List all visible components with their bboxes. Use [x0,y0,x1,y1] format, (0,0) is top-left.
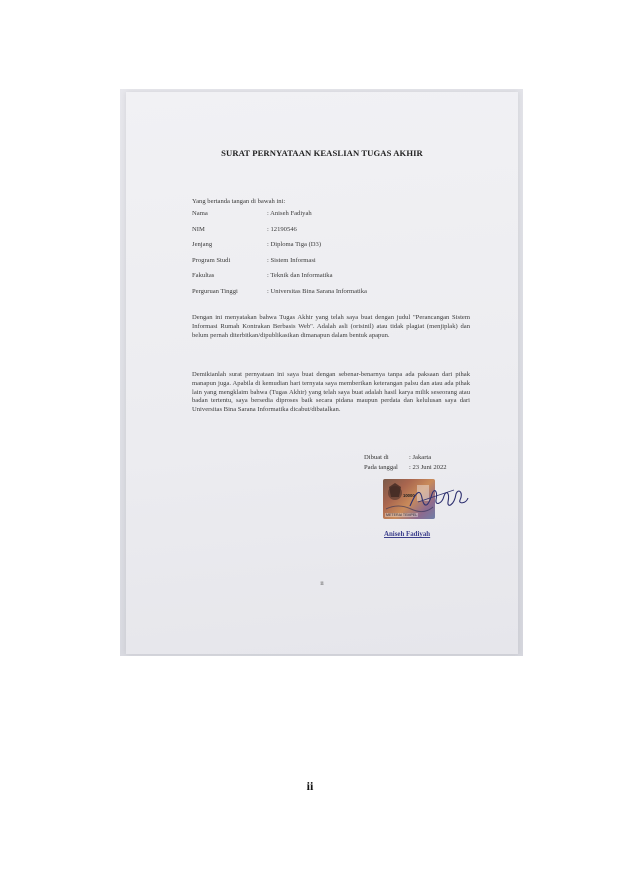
page-number: ii [306,779,314,793]
date-label: Pada tanggal [364,464,398,471]
field-value: : Teknik dan Informatika [267,272,333,279]
handwritten-signature [408,482,470,514]
field-label: Jenjang [192,241,213,248]
paper-sheet [126,92,518,654]
field-label: Fakultas [192,272,215,279]
field-value: : Diploma Tiga (D3) [267,241,322,248]
field-label: Perguruan Tinggi [192,287,238,295]
stamp-value: 10000 [403,493,415,498]
field-label: Program Studi [192,256,231,264]
signer-name: Aniseh Fadiyah [384,531,431,538]
field-label: NIM [192,225,205,233]
field-value: : Sistem Informasi [267,256,316,264]
statement-paragraph: Dengan ini menyatakan bahwa Tugas Akhir yang telah saya buat dengan judul "Perancangan Sistem Informasi Rumah Kontrakan Berbasis Web". Adalah asli (orisinil) atau tidak plagiat (menjiplak) dan belum pernah diterbitkan/dipublikasikan dimanapun dalam bentuk apapun. [192,314,470,339]
declaration-paragraph: Demikianlah surat pernyataan ini saya buat dengan sebenar-benarnya tanpa ada paksaan dari pihak manapun juga. Apabila di kemudian hari ternyata saya memberikan keterangan palsu dan atau ada pihak lain yang mengklaim bahwa (Tugas Akhir) yang telah saya buat adalah hasil karya milik seseorang atau badan tertentu, saya bersedia diproses baik secara pidana maupun perdata dan kelulusan saya dari Universitas Bina Sarana Informatika dicabut/dibatalkan. [192,371,470,414]
stamp-label: METERAI TEMPEL [386,513,418,517]
date-value: : 23 Juni 2022 [409,464,447,471]
inner-page-number: ii [320,580,324,587]
document-photo [120,89,523,656]
place-value: : Jakarta [409,454,432,461]
place-label: Dibuat di [364,454,389,461]
field-value: : Universitas Bina Sarana Informatika [267,287,367,295]
document-title: SURAT PERNYATAAN KEASLIAN TUGAS AKHIR [221,148,423,158]
field-value: : 12190546 [267,225,297,233]
intro-text: Yang bertanda tangan di bawah ini: [192,198,286,205]
field-label: Nama [192,210,208,217]
field-value: : Aniseh Fadiyah [267,210,312,217]
